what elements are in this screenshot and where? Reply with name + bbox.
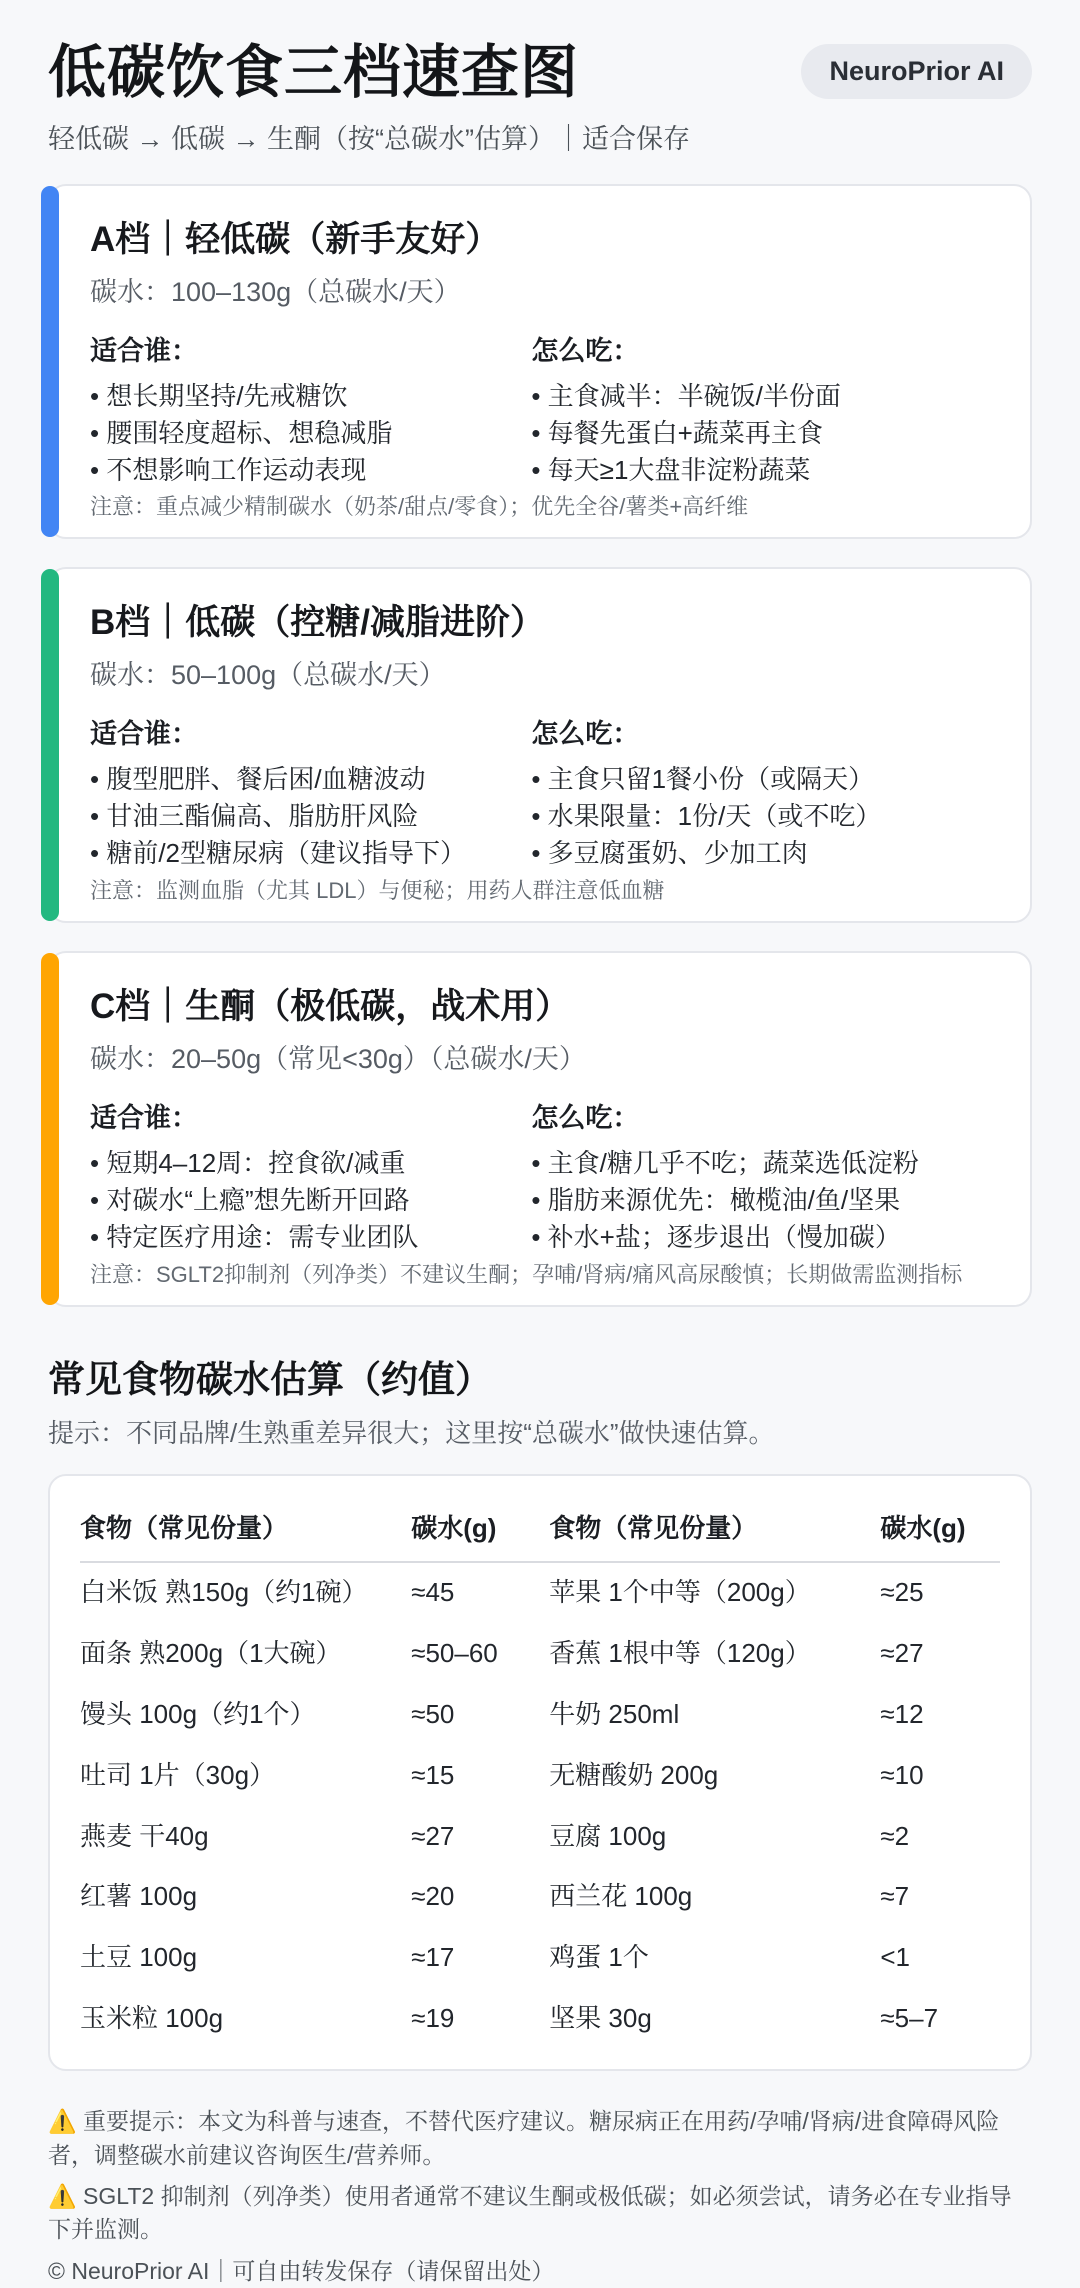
tier-b-who-column <box>90 712 531 872</box>
list-item: • 特定医疗用途：需专业团队 <box>90 1219 531 1256</box>
tier-b-title: B档｜低碳（控糖/减脂进阶） <box>90 603 546 643</box>
carb-value: ≈27 <box>411 1820 455 1851</box>
list-item: • 脂肪来源优先：橄榄油/鱼/坚果 <box>531 1182 1000 1219</box>
column-header: 食物（常见份量） <box>549 1512 758 1543</box>
page-title: 低碳饮食三档速查图 <box>48 40 580 105</box>
list-item: • 多豆腐蛋奶、少加工肉 <box>531 835 1000 872</box>
carb-value: ≈50 <box>411 1698 455 1729</box>
carb-value: ≈2 <box>880 1820 910 1851</box>
food-table-hint: 提示：不同品牌/生熟重差异很大；这里按“总碳水”做快速估算。 <box>48 1417 775 1448</box>
tier-c-title: C档｜生酮（极低碳，战术用） <box>90 987 571 1027</box>
tier-a-columns <box>90 329 1000 489</box>
table-row <box>80 1928 1000 1989</box>
tier-b-columns <box>90 712 1000 872</box>
carb-value: ≈25 <box>880 1577 924 1608</box>
tier-b-carb-range: 碳水：50–100g（总碳水/天） <box>90 660 446 691</box>
page-footer <box>48 2071 1032 2288</box>
carb-value: ≈27 <box>880 1638 924 1669</box>
food-name: 无糖酸奶 200g <box>549 1759 719 1790</box>
food-name: 牛奶 250ml <box>549 1698 680 1729</box>
food-name: 鸡蛋 1个 <box>549 1942 649 1973</box>
food-name: 红薯 100g <box>80 1881 198 1912</box>
tier-a-who-column <box>90 329 531 489</box>
table-row <box>80 1563 1000 1624</box>
food-name: 土豆 100g <box>80 1942 198 1973</box>
how-heading: 怎么吃： <box>531 719 640 750</box>
how-list <box>531 1145 1000 1256</box>
table-row <box>80 1867 1000 1928</box>
carb-value: ≈10 <box>880 1759 924 1790</box>
who-heading: 适合谁： <box>90 719 198 750</box>
food-name: 坚果 30g <box>549 2002 652 2033</box>
tier-a-accent-bar <box>41 186 59 538</box>
food-name: 吐司 1片（30g） <box>80 1759 276 1790</box>
page-subtitle: 轻低碳 → 低碳 → 生酮（按“总碳水”估算）｜适合保存 <box>48 123 690 154</box>
list-item: • 想长期坚持/先戒糖饮 <box>90 378 531 415</box>
tier-b-how-column <box>531 712 1000 872</box>
footer-warning-medical: ⚠️ 重要提示：本文为科普与速查，不替代医疗建议。糖尿病正在用药/孕哺/肾病/进食障碍风险者，调整碳水前建议咨询医生/营养师。 <box>48 2108 1000 2168</box>
who-list <box>90 378 531 489</box>
list-item: • 不想影响工作运动表现 <box>90 452 531 489</box>
carb-value: ≈5–7 <box>880 2002 939 2033</box>
tier-a-how-column <box>531 329 1000 489</box>
tier-a-title: A档｜轻低碳（新手友好） <box>90 219 501 259</box>
list-item: • 每餐先蛋白+蔬菜再主食 <box>531 415 1000 452</box>
tier-c-who-column <box>90 1096 531 1256</box>
list-item: • 水果限量：1份/天（或不吃） <box>531 798 1000 835</box>
list-item: • 短期4–12周：控食欲/减重 <box>90 1145 531 1182</box>
food-name: 豆腐 100g <box>549 1820 667 1851</box>
list-item: • 腰围轻度超标、想稳减脂 <box>90 415 531 452</box>
who-list <box>90 761 531 872</box>
tier-card-b <box>48 567 1032 923</box>
table-row <box>80 1806 1000 1867</box>
food-name: 香蕉 1根中等（120g） <box>549 1638 811 1669</box>
column-header: 碳水(g) <box>880 1512 966 1543</box>
food-table-header-row <box>80 1502 1000 1563</box>
list-item: • 主食减半：半碗饭/半份面 <box>531 378 1000 415</box>
tier-b-accent-bar <box>41 569 59 921</box>
tier-card-c <box>48 951 1032 1307</box>
carb-value: ≈19 <box>411 2002 455 2033</box>
food-name: 燕麦 干40g <box>80 1820 209 1851</box>
tier-b-note: 注意：监测血脂（尤其 LDL）与便秘；用药人群注意低血糖 <box>90 878 665 904</box>
table-row <box>80 1988 1000 2049</box>
page-header <box>48 40 1032 156</box>
food-name: 西兰花 100g <box>549 1881 693 1912</box>
list-item: • 糖前/2型糖尿病（建议指导下） <box>90 835 531 872</box>
carb-value: ≈17 <box>411 1942 455 1973</box>
list-item: • 腹型肥胖、餐后困/血糖波动 <box>90 761 531 798</box>
tier-c-accent-bar <box>41 953 59 1305</box>
list-item: • 对碳水“上瘾”想先断开回路 <box>90 1182 531 1219</box>
table-row <box>80 1684 1000 1745</box>
table-row <box>80 1745 1000 1806</box>
tier-c-columns <box>90 1096 1000 1256</box>
who-heading: 适合谁： <box>90 335 198 366</box>
how-list <box>531 761 1000 872</box>
list-item: • 甘油三酯偏高、脂肪肝风险 <box>90 798 531 835</box>
footer-warning-sglt2: ⚠️ SGLT2 抑制剂（列净类）使用者通常不建议生酮或极低碳；如必须尝试，请务必在专业指导下并监测。 <box>48 2182 1012 2243</box>
food-name: 苹果 1个中等（200g） <box>549 1577 811 1608</box>
tier-a-carb-range: 碳水：100–130g（总碳水/天） <box>90 276 461 307</box>
carb-value: ≈7 <box>880 1881 910 1912</box>
how-list <box>531 378 1000 489</box>
list-item: • 主食/糖几乎不吃；蔬菜选低淀粉 <box>531 1145 1000 1182</box>
brand-badge: NeuroPrior AI <box>801 44 1032 99</box>
title-block <box>48 40 690 156</box>
food-name: 面条 熟200g（1大碗） <box>80 1638 342 1669</box>
carb-value: ≈20 <box>411 1881 455 1912</box>
how-heading: 怎么吃： <box>531 335 640 366</box>
tier-c-note: 注意：SGLT2抑制剂（列净类）不建议生酮；孕哺/肾病/痛风高尿酸慎；长期做需监测指标 <box>90 1261 963 1287</box>
carb-value: <1 <box>880 1942 911 1973</box>
column-header: 食物（常见份量） <box>80 1512 289 1543</box>
food-table-title: 常见食物碳水估算（约值） <box>48 1358 492 1400</box>
carb-value: ≈15 <box>411 1759 455 1790</box>
food-table-card <box>48 1474 1032 2071</box>
food-name: 玉米粒 100g <box>80 2002 224 2033</box>
table-row <box>80 1624 1000 1685</box>
carb-value: ≈50–60 <box>411 1638 498 1669</box>
food-name: 馒头 100g（约1个） <box>80 1698 316 1729</box>
tier-a-note: 注意：重点减少精制碳水（奶茶/甜点/零食）；优先全谷/薯类+高纤维 <box>90 494 749 520</box>
who-heading: 适合谁： <box>90 1103 198 1134</box>
tier-c-carb-range: 碳水：20–50g（常见<30g）（总碳水/天） <box>90 1044 586 1075</box>
who-list <box>90 1145 531 1256</box>
list-item: • 主食只留1餐小份（或隔天） <box>531 761 1000 798</box>
column-header: 碳水(g) <box>411 1512 497 1543</box>
food-name: 白米饭 熟150g（约1碗） <box>80 1577 368 1608</box>
footer-copyright: © NeuroPrior AI｜可自由转发保存（请保留出处） <box>48 2257 555 2284</box>
carb-value: ≈45 <box>411 1577 455 1608</box>
tier-card-a <box>48 184 1032 540</box>
how-heading: 怎么吃： <box>531 1103 640 1134</box>
list-item: • 每天≥1大盘非淀粉蔬菜 <box>531 452 1000 489</box>
carb-value: ≈12 <box>880 1698 924 1729</box>
list-item: • 补水+盐；逐步退出（慢加碳） <box>531 1219 1000 1256</box>
tier-c-how-column <box>531 1096 1000 1256</box>
